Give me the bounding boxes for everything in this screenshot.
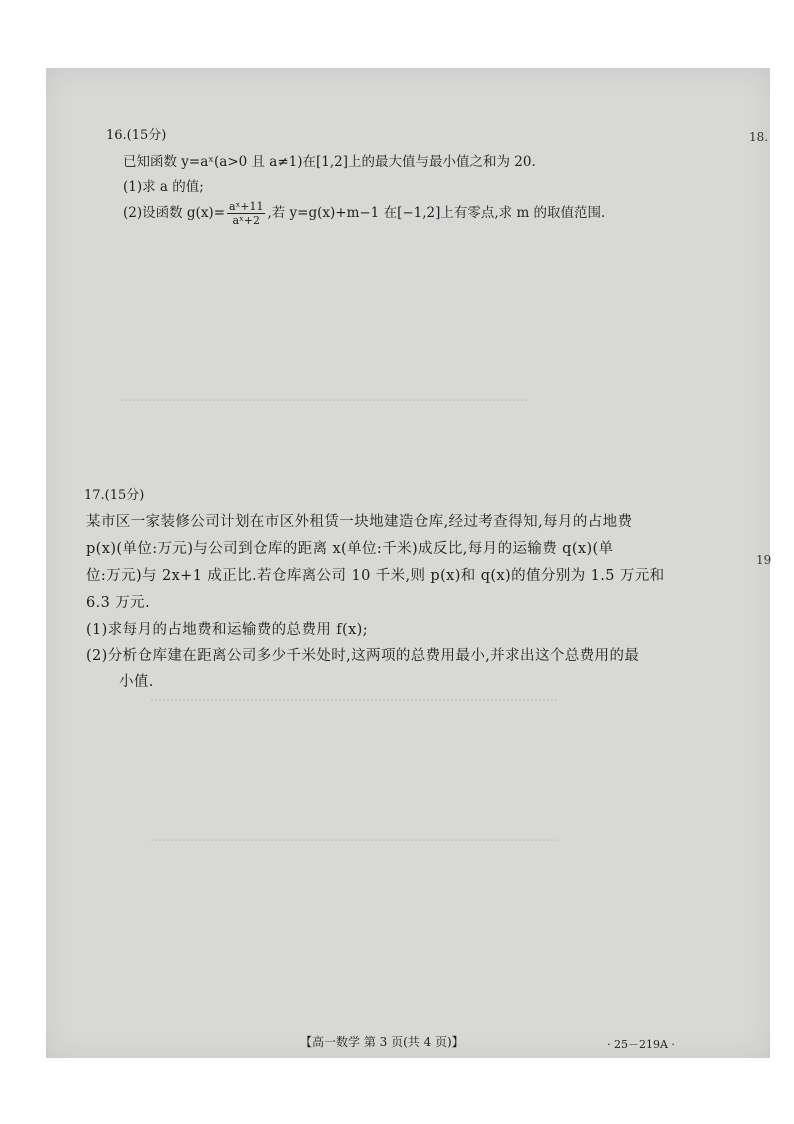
question-17-part1: (1)求每月的占地费和运输费的总费用 f(x); <box>86 622 368 638</box>
question-16-number: 16.(15分) <box>106 128 167 143</box>
question-17-line-2: p(x)(单位:万元)与公司到仓库的距离 x(单位:千米)成反比,每月的运输费 q(x)(单 <box>86 541 614 557</box>
fraction-numerator: aˣ+11 <box>229 200 264 213</box>
exam-code: · 25－219A · <box>607 1038 675 1051</box>
question-16-part1: (1)求 a 的值; <box>123 179 204 195</box>
page-footer-label: 【高一数学 第 3 页(共 4 页)】 <box>300 1035 464 1049</box>
question-17-line-4: 6.3 万元. <box>86 595 151 611</box>
question-16-part2 <box>123 200 605 227</box>
question-17-line-1: 某市区一家装修公司计划在市区外租赁一块地建造仓库,经过考查得知,每月的占地费 <box>86 514 633 530</box>
edge-number-18: 18. <box>749 130 769 144</box>
part2-suffix: ,若 y=g(x)+m−1 在[−1,2]上有零点,求 m 的取值范围. <box>267 205 606 221</box>
bleed-through-text: ………………………………………………………………………………………… <box>150 830 558 844</box>
bleed-through-text: ………………………………………………………………………………………… <box>120 390 528 404</box>
question-16-stem: 已知函数 y=aˣ(a>0 且 a≠1)在[1,2]上的最大值与最小值之和为 20. <box>123 154 536 170</box>
question-17-part2-line1: (2)分析仓库建在距离公司多少千米处时,这两项的总费用最小,并求出这个总费用的最 <box>86 648 640 664</box>
question-17-number: 17.(15分) <box>84 488 145 503</box>
question-17-part2-line2: 小值. <box>119 674 154 690</box>
bleed-through-text: ………………………………………………………………………………………… <box>150 690 558 704</box>
g-fraction <box>227 200 265 227</box>
fraction-denominator: aˣ+2 <box>232 214 260 227</box>
question-17-line-3: 位:万元)与 2x+1 成正比.若仓库离公司 10 千米,则 p(x)和 q(x)的值分别为 1.5 万元和 <box>86 568 665 584</box>
part2-prefix: (2)设函数 g(x)= <box>123 205 226 221</box>
edge-number-19: 19 <box>756 553 772 567</box>
